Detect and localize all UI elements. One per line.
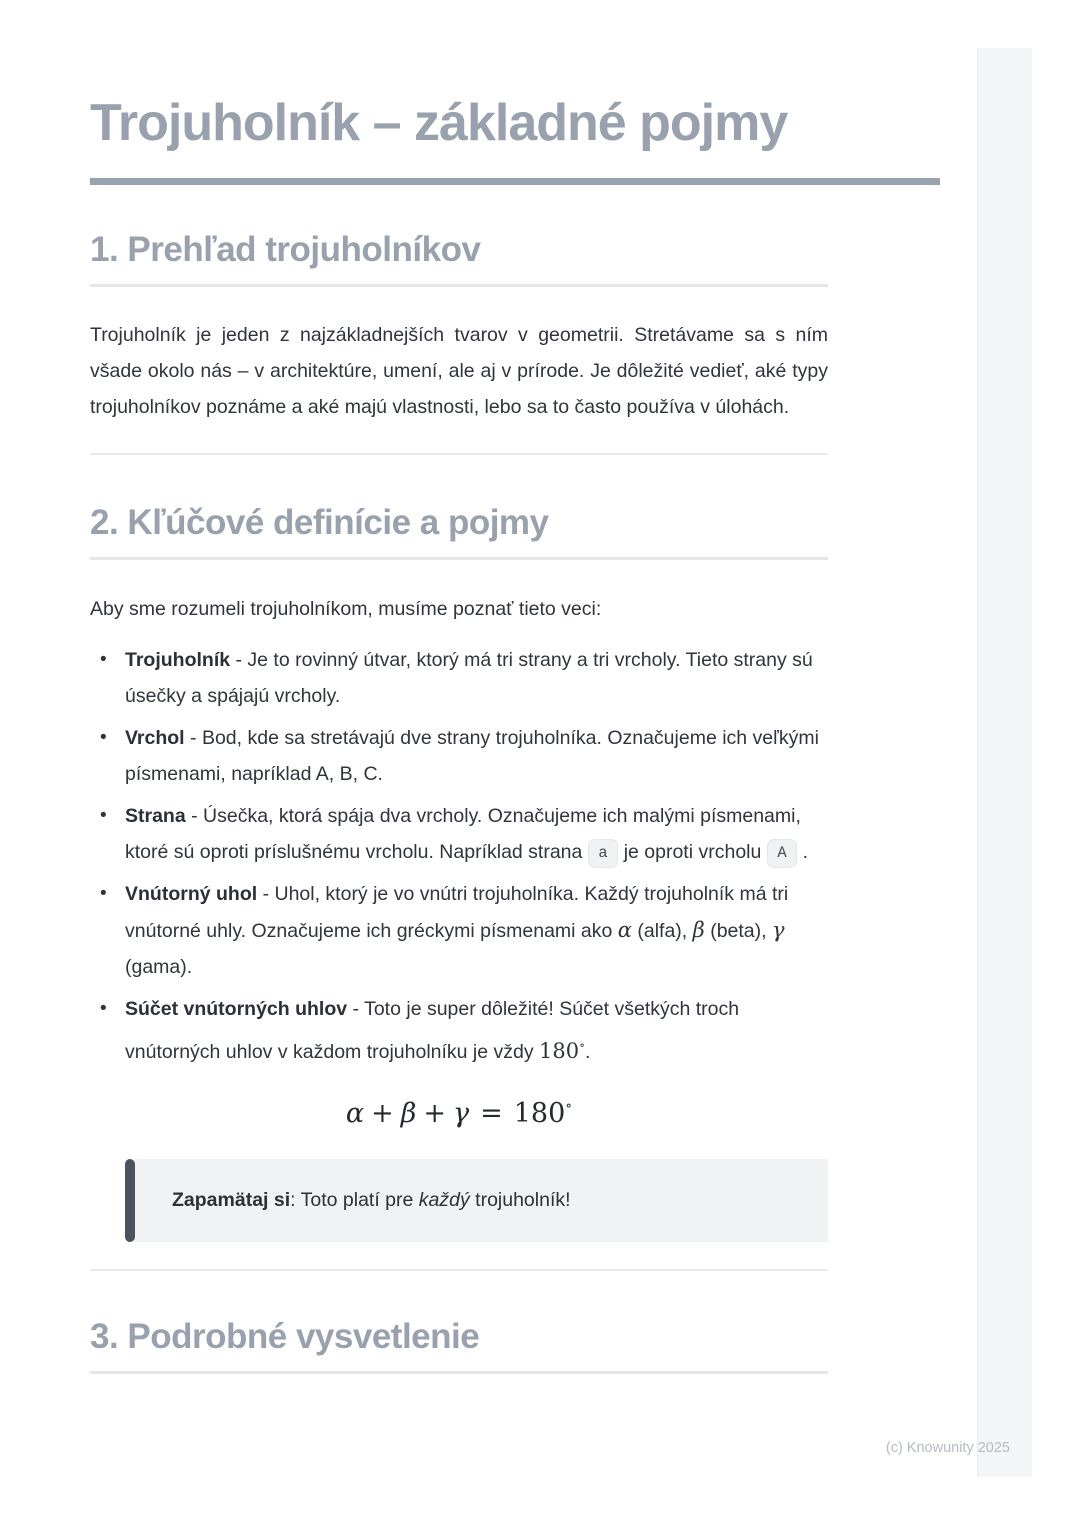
callout-note [125, 1159, 828, 1242]
title-rule [90, 178, 940, 185]
degree-symbol: ∘ [565, 1098, 573, 1115]
angle-sum-formula [90, 1096, 828, 1131]
plus-operator: + [423, 1098, 446, 1130]
list-item-trojuholnik [90, 642, 828, 714]
section-divider [90, 1269, 828, 1271]
definition-text: - Bod, kde sa stretávajú dve strany trojuholníka. Označujeme ich veľkými písmenami, napríklad A, B, C. [125, 727, 819, 786]
callout-body [135, 1159, 828, 1242]
section-heading-overview: 1. Prehľad trojuholníkov [90, 229, 828, 287]
math-var-beta: β [400, 1098, 417, 1130]
math-number-180: 180 [539, 1039, 580, 1064]
list-item-vrchol [90, 720, 828, 792]
math-number-180: 180 [513, 1098, 566, 1130]
definition-text: - Uhol, ktorý je vo vnútri trojuholníka. Každý trojuholník má tri vnútorné uhly. Označujeme ich gréckymi písmenami ako [125, 883, 789, 943]
degree-symbol: ∘ [579, 1038, 586, 1053]
code-badge-A: A [767, 839, 796, 868]
document-content [90, 229, 828, 1374]
list-item-vnutorny-uhol [90, 876, 828, 985]
math-var-alpha: α [345, 1098, 365, 1130]
definition-text: - Toto je super dôležité! Súčet všetkých troch vnútorných uhlov v každom trojuholníku je vždy [125, 998, 740, 1064]
equals-operator: = [480, 1098, 503, 1130]
math-var-gamma: γ [771, 918, 785, 943]
list-item-sucet-uhlov [90, 991, 828, 1070]
definition-term: Súčet vnútorných uhlov [125, 998, 348, 1021]
footer-credit: (c) Knowunity 2025 [885, 1440, 1010, 1456]
overview-paragraph: Trojuholník je jeden z najzákladnejších tvarov v geometrii. Stretávame sa s ním všade okolo nás – v architektúre, umení, ale aj v prírode. Je dôležité vedieť, aké typy trojuholníkov poznáme a aké majú vlastnosti, lebo sa to často používa v úlohách. [90, 324, 828, 419]
definition-term: Trojuholník [125, 649, 231, 672]
definition-text: (alfa), [631, 920, 693, 943]
definition-text: - Úsečka, ktorá spája dva vrcholy. Označujeme ich malými písmenami, ktoré sú oproti príslušnému vrcholu. Napríklad strana [125, 805, 801, 864]
callout-emphasis: každý [418, 1189, 470, 1212]
callout-text-part: Toto platí pre [300, 1189, 419, 1212]
definition-text: - Je to rovinný útvar, ktorý má tri strany a tri vrcholy. Tieto strany sú úsečky a spájajú vrcholy. [125, 649, 813, 708]
bullet-icon: • [100, 649, 107, 671]
section-divider [90, 453, 828, 455]
definition-term: Strana [125, 805, 186, 828]
definition-text: . [585, 1041, 591, 1064]
document-page [90, 95, 940, 1374]
definition-text: je oproti vrcholu [623, 841, 762, 864]
definitions-intro: Aby sme rozumeli trojuholníkom, musíme poznať tieto veci: [90, 598, 602, 621]
math-var-beta: β [692, 918, 705, 943]
callout-separator: : [290, 1189, 301, 1212]
list-item-strana [90, 798, 828, 870]
definition-text: . [802, 841, 809, 864]
code-badge-a: a [588, 839, 617, 868]
section-heading-explanation: 3. Podrobné vysvetlenie [90, 1316, 828, 1374]
scrollbar-track[interactable] [977, 48, 1032, 1477]
definition-text: (beta), [704, 920, 772, 943]
bullet-icon: • [100, 998, 107, 1020]
page-title: Trojuholník – základné pojmy [90, 94, 788, 152]
callout-label: Zapamätaj si [172, 1189, 291, 1212]
math-var-gamma: γ [452, 1098, 470, 1130]
section-heading-definitions: 2. Kľúčové definície a pojmy [90, 502, 828, 560]
bullet-icon: • [100, 805, 107, 827]
bullet-icon: • [100, 883, 107, 905]
plus-operator: + [371, 1098, 394, 1130]
callout-accent-bar [125, 1159, 135, 1242]
callout-text-part: trojuholník! [469, 1189, 571, 1212]
bullet-icon: • [100, 727, 107, 749]
callout-text [172, 1187, 798, 1214]
math-var-alpha: α [617, 918, 632, 943]
definitions-list [90, 642, 828, 1070]
definition-term: Vnútorný uhol [125, 883, 258, 906]
definition-text: (gama). [125, 956, 193, 979]
definition-term: Vrchol [125, 727, 185, 750]
